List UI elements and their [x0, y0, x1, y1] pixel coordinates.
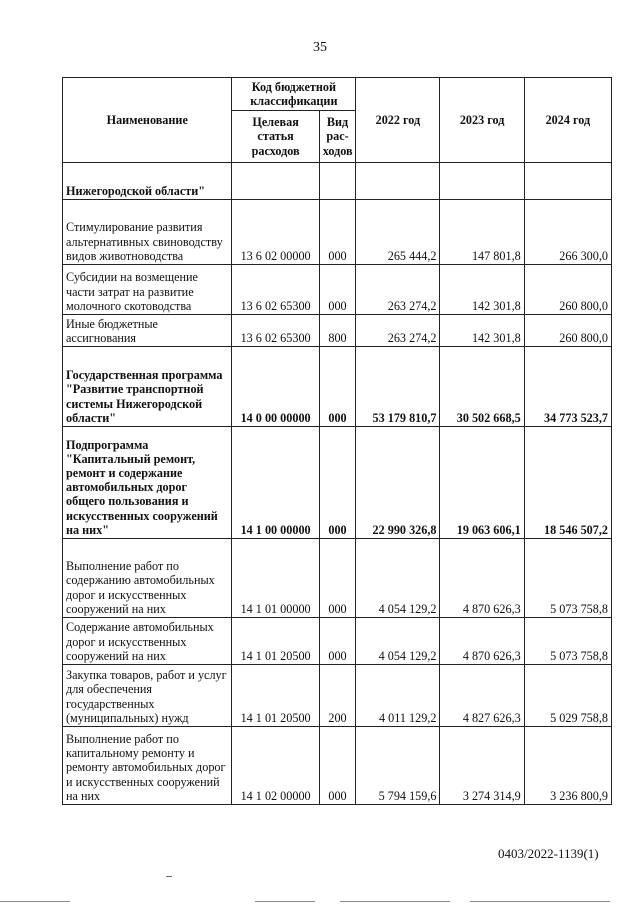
budget-table: [62, 77, 612, 805]
row-name: Государственная программа "Развитие транспортной системы Нижегородской области": [63, 347, 232, 427]
document-code: 0403/2022-1139(1): [498, 846, 599, 861]
row-value-2024: 5 073 758,8: [524, 539, 611, 618]
row-value-2023: 3 274 314,9: [440, 727, 524, 805]
scan-edge-line: [340, 901, 450, 902]
table-row: [63, 315, 612, 347]
row-value-2024: [524, 163, 611, 200]
row-value-2022: 4 054 129,2: [356, 539, 440, 618]
header-2022: 2022 год: [356, 78, 440, 163]
row-name: Подпрограмма "Капитальный ремонт, ремонт и содержание автомобильных дорог общего пользования и искусственных сооружений на них": [63, 427, 232, 539]
table-row: [63, 347, 612, 427]
header-target-article: Целевая статья расходов: [232, 111, 319, 163]
row-value-2024: 260 800,0: [524, 265, 611, 315]
row-name: Закупка товаров, работ и услуг для обеспечения государственных (муниципальных) нужд: [63, 665, 232, 727]
table-row: [63, 727, 612, 805]
row-value-2023: 4 870 626,3: [440, 539, 524, 618]
row-expense-type: 000: [319, 618, 356, 665]
row-value-2024: 34 773 523,7: [524, 347, 611, 427]
row-target-article: 14 1 01 00000: [232, 539, 319, 618]
row-target-article: 14 0 00 00000: [232, 347, 319, 427]
row-value-2024: 5 073 758,8: [524, 618, 611, 665]
table-row: [63, 539, 612, 618]
row-value-2023: 30 502 668,5: [440, 347, 524, 427]
row-value-2024: 266 300,0: [524, 200, 611, 265]
row-expense-type: 000: [319, 347, 356, 427]
header-expense-type: Вид рас-ходов: [319, 111, 356, 163]
footer-mark: [166, 876, 172, 877]
row-value-2024: 3 236 800,9: [524, 727, 611, 805]
row-value-2022: 5 794 159,6: [356, 727, 440, 805]
header-2023: 2023 год: [440, 78, 524, 163]
row-expense-type: [319, 163, 356, 200]
row-value-2022: 265 444,2: [356, 200, 440, 265]
row-name: Стимулирование развития альтернативных свиноводству видов животноводства: [63, 200, 232, 265]
table-row: [63, 427, 612, 539]
row-expense-type: 000: [319, 200, 356, 265]
header-code-group: Код бюджетной классификации: [232, 78, 356, 111]
row-value-2022: 53 179 810,7: [356, 347, 440, 427]
row-expense-type: 000: [319, 727, 356, 805]
row-name: Иные бюджетные ассигнования: [63, 315, 232, 347]
row-value-2024: 5 029 758,8: [524, 665, 611, 727]
row-name: Выполнение работ по содержанию автомобильных дорог и искусственных сооружений на них: [63, 539, 232, 618]
row-value-2022: 4 054 129,2: [356, 618, 440, 665]
table-row: [63, 618, 612, 665]
row-expense-type: 800: [319, 315, 356, 347]
row-target-article: 14 1 01 20500: [232, 665, 319, 727]
header-name: Наименование: [63, 78, 232, 163]
row-value-2023: 4 870 626,3: [440, 618, 524, 665]
row-value-2023: 142 301,8: [440, 315, 524, 347]
row-target-article: [232, 163, 319, 200]
row-value-2023: 147 801,8: [440, 200, 524, 265]
row-value-2022: 263 274,2: [356, 315, 440, 347]
row-target-article: 14 1 01 20500: [232, 618, 319, 665]
table-row: [63, 200, 612, 265]
row-value-2022: 4 011 129,2: [356, 665, 440, 727]
row-target-article: 14 1 00 00000: [232, 427, 319, 539]
row-value-2022: 263 274,2: [356, 265, 440, 315]
row-value-2023: 142 301,8: [440, 265, 524, 315]
row-value-2022: [356, 163, 440, 200]
row-name: Субсидии на возмещение части затрат на развитие молочного скотоводства: [63, 265, 232, 315]
row-name: Содержание автомобильных дорог и искусственных сооружений на них: [63, 618, 232, 665]
scan-edge-line: [255, 901, 315, 902]
header-2024: 2024 год: [524, 78, 611, 163]
row-value-2023: [440, 163, 524, 200]
scan-edge-line: [0, 901, 70, 902]
row-target-article: 13 6 02 65300: [232, 265, 319, 315]
row-value-2023: 4 827 626,3: [440, 665, 524, 727]
row-target-article: 14 1 02 00000: [232, 727, 319, 805]
row-value-2022: 22 990 326,8: [356, 427, 440, 539]
row-expense-type: 000: [319, 427, 356, 539]
row-expense-type: 200: [319, 665, 356, 727]
row-target-article: 13 6 02 65300: [232, 315, 319, 347]
row-expense-type: 000: [319, 539, 356, 618]
row-value-2024: 18 546 507,2: [524, 427, 611, 539]
row-value-2024: 260 800,0: [524, 315, 611, 347]
table-row: [63, 163, 612, 200]
row-name: Выполнение работ по капитальному ремонту и ремонту автомобильных дорог и искусственных сооружений на них: [63, 727, 232, 805]
page-number: 35: [313, 40, 327, 55]
row-target-article: 13 6 02 00000: [232, 200, 319, 265]
table-row: [63, 265, 612, 315]
scan-edge-line: [470, 901, 610, 902]
row-value-2023: 19 063 606,1: [440, 427, 524, 539]
row-expense-type: 000: [319, 265, 356, 315]
table-row: [63, 665, 612, 727]
row-name: Нижегородской области": [63, 163, 232, 200]
